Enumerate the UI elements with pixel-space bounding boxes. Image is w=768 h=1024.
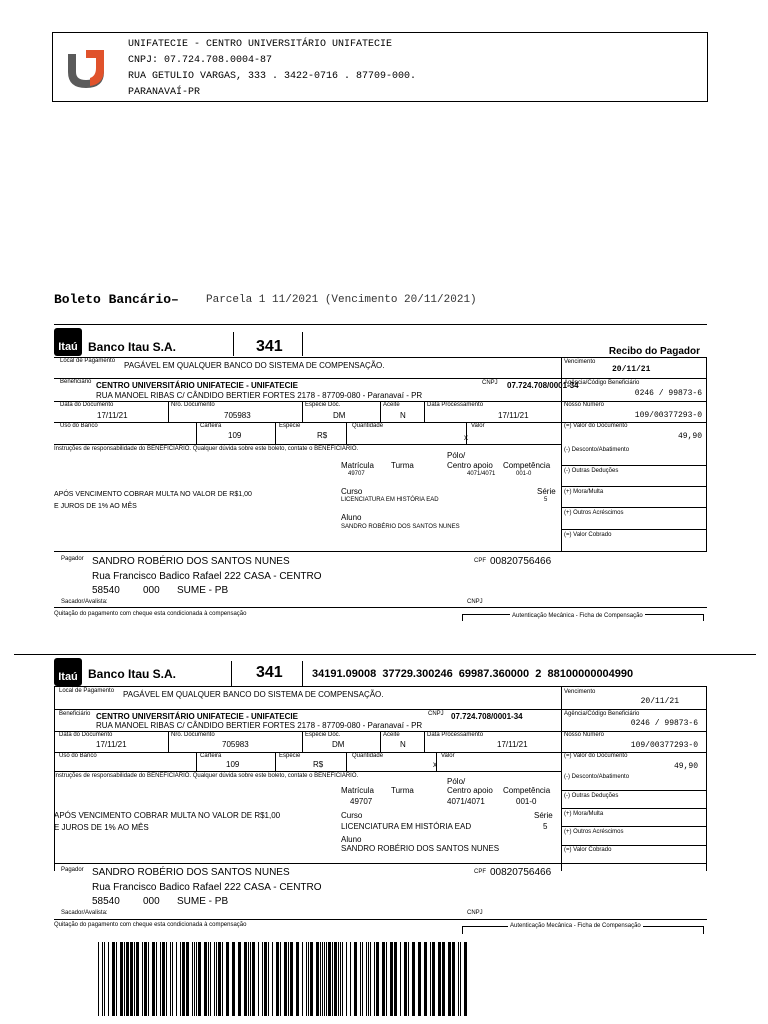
header-line-1: UNIFATECIE - CENTRO UNIVERSITÁRIO UNIFATECIE bbox=[128, 39, 393, 50]
barcode-bar bbox=[320, 942, 321, 1016]
barcode-bar bbox=[310, 942, 313, 1016]
mora-multa-label: (+) Mora/Multa bbox=[564, 489, 604, 495]
barcode-bar bbox=[432, 942, 435, 1016]
valor-documento-value-2: 49,90 bbox=[673, 762, 698, 771]
barcode-bar bbox=[232, 942, 235, 1016]
local-pagamento-value-2: PAGÁVEL EM QUALQUER BANCO DO SISTEMA DE COMPENSAÇÃO. bbox=[123, 690, 384, 699]
bank-name-2: Banco Itau S.A. bbox=[88, 667, 177, 681]
barcode-bar bbox=[288, 942, 289, 1016]
data-processamento-value-2: 17/11/21 bbox=[497, 740, 528, 749]
barcode-bar bbox=[376, 942, 379, 1016]
barcode-bar bbox=[342, 942, 343, 1016]
header-line-2: CNPJ: 07.724.708.0004-87 bbox=[128, 55, 273, 66]
barcode-bar bbox=[116, 942, 117, 1016]
barcode-bar bbox=[350, 942, 351, 1016]
barcode-bar bbox=[418, 942, 421, 1016]
barcode-bar bbox=[290, 942, 293, 1016]
outras-deducoes-label-2: (-) Outras Deduções bbox=[564, 793, 619, 799]
aceite-label-2: Aceite bbox=[383, 732, 400, 738]
quitacao-text-2: Quitação do pagamento com cheque esta condicionada à compensação bbox=[54, 922, 247, 928]
matricula-label: Matrícula bbox=[341, 461, 374, 470]
valor-documento-label-2: (=) Valor do Documento bbox=[564, 753, 628, 759]
curso-value-2: LICENCIATURA EM HISTÓRIA EAD bbox=[341, 822, 472, 831]
pagador-label-2: Pagador bbox=[61, 867, 84, 873]
desconto-label: (-) Desconto/Abatimento bbox=[564, 447, 630, 453]
curso-label: Curso bbox=[341, 487, 363, 496]
barcode-bar bbox=[332, 942, 333, 1016]
data-processamento-label: Data Processamento bbox=[427, 402, 484, 408]
barcode-bar bbox=[182, 942, 185, 1016]
barcode-bar bbox=[144, 942, 147, 1016]
centro-apoio-value-2: 4071/4071 bbox=[447, 797, 485, 806]
barcode-bar bbox=[276, 942, 279, 1016]
barcode-bar bbox=[306, 942, 307, 1016]
barcode-bar bbox=[134, 942, 135, 1016]
beneficiario-label: Beneficiário bbox=[60, 379, 92, 385]
cut-line bbox=[14, 654, 756, 655]
itau-logo-text-2: Itaú bbox=[58, 671, 78, 683]
barcode-bar bbox=[156, 942, 157, 1016]
barcode-bar bbox=[362, 942, 363, 1016]
beneficiario-cnpj-label-2: CNPJ bbox=[428, 711, 444, 717]
bank-code: 341 bbox=[256, 338, 283, 355]
barcode-bar bbox=[390, 942, 393, 1016]
barcode-bar bbox=[166, 942, 167, 1016]
agencia-label-2: Agência/Código Beneficiário bbox=[564, 711, 640, 717]
beneficiario-cnpj-2: 07.724.708/0001-34 bbox=[451, 712, 523, 721]
barcode-bar bbox=[186, 942, 189, 1016]
beneficiario-label-2: Beneficiário bbox=[59, 711, 91, 717]
pagador-address-2: Rua Francisco Badico Rafael 222 CASA - CENTRO bbox=[92, 882, 322, 893]
valor-cobrado-label: (=) Valor Cobrado bbox=[564, 532, 612, 538]
pagador-address: Rua Francisco Badico Rafael 222 CASA - CENTRO bbox=[92, 571, 322, 582]
matricula-value-2: 49707 bbox=[350, 797, 373, 806]
barcode-bar bbox=[136, 942, 139, 1016]
especie-doc-value-2: DM bbox=[332, 740, 345, 749]
barcode-bar bbox=[340, 942, 341, 1016]
outros-acrescimos-label-2: (+) Outros Acréscimos bbox=[564, 829, 624, 835]
barcode-bar bbox=[338, 942, 339, 1016]
barcode-bar bbox=[98, 942, 99, 1016]
especie-value-2: R$ bbox=[313, 760, 324, 769]
centro-apoio-label: Centro apoio bbox=[447, 461, 493, 470]
nosso-numero-value-2: 109/00377293-0 bbox=[630, 741, 698, 750]
nro-documento-value-2: 705983 bbox=[222, 740, 249, 749]
barcode-bar bbox=[400, 942, 401, 1016]
data-documento-label-2: Data do Documento bbox=[59, 732, 113, 738]
barcode-bar bbox=[442, 942, 445, 1016]
nosso-numero-value: 109/00377293-0 bbox=[634, 411, 702, 420]
pagador-city-2: SUME - PB bbox=[177, 896, 229, 907]
barcode-bar bbox=[408, 942, 409, 1016]
barcode-bar bbox=[130, 942, 133, 1016]
especie-doc-label: Espécie Doc. bbox=[305, 402, 341, 408]
bank-code-2: 341 bbox=[256, 664, 283, 681]
pagador-label: Pagador bbox=[61, 556, 84, 562]
barcode-bar bbox=[112, 942, 115, 1016]
autenticacao-text-2: Autenticação Mecânica - Ficha de Compensação bbox=[510, 923, 641, 929]
outros-acrescimos-label: (+) Outros Acréscimos bbox=[564, 510, 624, 516]
aluno-label-2: Aluno bbox=[341, 835, 362, 844]
barcode-bar bbox=[460, 942, 461, 1016]
barcode-bar bbox=[148, 942, 149, 1016]
sacador-cnpj-label: CNPJ bbox=[467, 599, 483, 605]
outras-deducoes-label: (-) Outras Deduções bbox=[564, 468, 619, 474]
especie-value: R$ bbox=[317, 431, 328, 440]
pagador-cpf-2: 00820756466 bbox=[490, 867, 552, 878]
valor-documento-value: 49,90 bbox=[677, 432, 702, 441]
barcode-bar bbox=[268, 942, 269, 1016]
itau-logo-text: Itaú bbox=[58, 341, 78, 353]
local-pagamento-value: PAGÁVEL EM QUALQUER BANCO DO SISTEMA DE COMPENSAÇÃO. bbox=[124, 361, 385, 370]
especie-doc-label-2: Espécie Doc. bbox=[305, 732, 341, 738]
desconto-label-2: (-) Desconto/Abatimento bbox=[564, 774, 630, 780]
quantidade-label: Quantidade bbox=[352, 423, 384, 429]
beneficiario-cnpj-label: CNPJ bbox=[482, 380, 498, 386]
barcode-bar bbox=[252, 942, 255, 1016]
valor-cobrado-label-2: (=) Valor Cobrado bbox=[564, 847, 612, 853]
serie-value-2: 5 bbox=[543, 822, 548, 831]
aluno-value: SANDRO ROBÉRIO DOS SANTOS NUNES bbox=[341, 524, 460, 530]
header-line-3: RUA GETULIO VARGAS, 333 . 3422-0716 . 87709-000. bbox=[128, 71, 417, 82]
local-pagamento-label: Local de Pagamento bbox=[60, 358, 116, 364]
barcode-bar bbox=[284, 942, 287, 1016]
barcode-bar bbox=[196, 942, 197, 1016]
barcode-bar bbox=[354, 942, 357, 1016]
barcode-bar bbox=[210, 942, 211, 1016]
barcode-bar bbox=[238, 942, 241, 1016]
competencia-label-2: Competência bbox=[503, 786, 551, 795]
quitacao-text: Quitação do pagamento com cheque esta condicionada à compensação bbox=[54, 611, 247, 617]
curso-label-2: Curso bbox=[341, 811, 363, 820]
barcode-bar bbox=[162, 942, 165, 1016]
pagador-cep: 58540 bbox=[92, 585, 120, 596]
valor-label: Valor bbox=[471, 423, 485, 429]
barcode-bar bbox=[258, 942, 259, 1016]
polo-label: Pólo/ bbox=[447, 451, 466, 460]
agencia-value-2: 0246 / 99873-6 bbox=[630, 719, 698, 728]
valor-documento-label: (=) Valor do Documento bbox=[564, 423, 628, 429]
beneficiario-cnpj: 07.724.708/0001-34 bbox=[507, 381, 579, 390]
barcode-bar bbox=[382, 942, 385, 1016]
sacador-label: Sacador/Avalista: bbox=[61, 599, 108, 605]
pagador-cpf-label: CPF bbox=[474, 558, 486, 564]
data-documento-value-2: 17/11/21 bbox=[96, 740, 127, 749]
pagador-name: SANDRO ROBÉRIO DOS SANTOS NUNES bbox=[92, 556, 290, 567]
instrucao-1: APÓS VENCIMENTO COBRAR MULTA NO VALOR DE R$1,00 bbox=[54, 491, 252, 498]
barcode-bar bbox=[326, 942, 327, 1016]
barcode-bar bbox=[404, 942, 407, 1016]
nosso-numero-label: Nosso Número bbox=[564, 402, 605, 408]
nosso-numero-label-2: Nosso Número bbox=[564, 732, 605, 738]
barcode-bar bbox=[218, 942, 221, 1016]
pagador-city: SUME - PB bbox=[177, 585, 229, 596]
barcode-bar bbox=[264, 942, 267, 1016]
barcode-bar bbox=[370, 942, 371, 1016]
data-documento-label: Data do Documento bbox=[60, 402, 114, 408]
aceite-value-2: N bbox=[400, 740, 406, 749]
barcode-bar bbox=[104, 942, 105, 1016]
barcode-bar bbox=[204, 942, 207, 1016]
nro-documento-value: 705983 bbox=[224, 411, 251, 420]
valor-x-2: x bbox=[433, 760, 437, 769]
vencimento-label-2: Vencimento bbox=[564, 689, 596, 695]
linha-digitavel: 34191.09008 37729.300246 69987.360000 2 88100000004990 bbox=[312, 668, 634, 680]
sacador-cnpj-label-2: CNPJ bbox=[467, 910, 483, 916]
vencimento-label: Vencimento bbox=[564, 359, 596, 365]
barcode-bar bbox=[322, 942, 323, 1016]
barcode-bar bbox=[438, 942, 441, 1016]
beneficiario-name-2: CENTRO UNIVERSITÁRIO UNIFATECIE - UNIFATECIE bbox=[96, 712, 298, 721]
competencia-value-2: 001-0 bbox=[516, 797, 537, 806]
recibo-title: Recibo do Pagador bbox=[608, 346, 700, 357]
carteira-value: 109 bbox=[228, 431, 242, 440]
nro-documento-label-2: Nro. Documento bbox=[171, 732, 215, 738]
instrucao-2: E JUROS DE 1% AO MÊS bbox=[54, 503, 137, 510]
barcode-bar bbox=[316, 942, 319, 1016]
uso-banco-label: Uso do Banco bbox=[60, 423, 98, 429]
turma-label: Turma bbox=[391, 461, 414, 470]
instrucao-1-2: APÓS VENCIMENTO COBRAR MULTA NO VALOR DE R$1,00 bbox=[54, 811, 281, 820]
barcode-bar bbox=[102, 942, 103, 1016]
carteira-label: Carteira bbox=[200, 423, 222, 429]
barcode-bar bbox=[198, 942, 201, 1016]
matricula-label-2: Matrícula bbox=[341, 786, 374, 795]
barcode-bar bbox=[280, 942, 281, 1016]
barcode-bar bbox=[262, 942, 263, 1016]
carteira-value-2: 109 bbox=[226, 760, 240, 769]
especie-label-2: Espécie bbox=[279, 753, 301, 759]
barcode-bar bbox=[360, 942, 361, 1016]
centro-apoio-label-2: Centro apoio bbox=[447, 786, 493, 795]
barcode-bar bbox=[172, 942, 173, 1016]
bank-name: Banco Itau S.A. bbox=[88, 340, 177, 354]
barcode-bar bbox=[374, 942, 375, 1016]
quantidade-label-2: Quantidade bbox=[352, 753, 384, 759]
barcode-bar bbox=[214, 942, 215, 1016]
barcode-bar bbox=[216, 942, 217, 1016]
serie-value: 5 bbox=[544, 497, 548, 503]
barcode-bar bbox=[334, 942, 337, 1016]
competencia-value: 001-0 bbox=[516, 471, 532, 477]
barcode-bar bbox=[126, 942, 129, 1016]
itau-logo bbox=[54, 328, 82, 356]
barcode-bar bbox=[394, 942, 397, 1016]
competencia-label: Competência bbox=[503, 461, 551, 470]
curso-value: LICENCIATURA EM HISTÓRIA EAD bbox=[341, 497, 439, 503]
barcode-bar bbox=[244, 942, 247, 1016]
barcode-bar bbox=[180, 942, 181, 1016]
turma-label-2: Turma bbox=[391, 786, 414, 795]
data-documento-value: 17/11/21 bbox=[97, 411, 128, 420]
beneficiario-name: CENTRO UNIVERSITÁRIO UNIFATECIE - UNIFATECIE bbox=[96, 381, 298, 390]
barcode-bar bbox=[222, 942, 223, 1016]
especie-label: Espécie bbox=[279, 423, 301, 429]
page-title: Boleto Bancário– bbox=[54, 292, 179, 307]
vencimento-value: 20/11/21 bbox=[612, 365, 651, 374]
barcode-bar bbox=[192, 942, 193, 1016]
barcode-bar bbox=[424, 942, 427, 1016]
barcode-bar bbox=[160, 942, 161, 1016]
barcode bbox=[98, 942, 468, 1016]
agencia-value: 0246 / 99873-6 bbox=[634, 389, 702, 398]
valor-label-2: Valor bbox=[441, 753, 455, 759]
barcode-bar bbox=[452, 942, 455, 1016]
barcode-bar bbox=[142, 942, 143, 1016]
data-processamento-value: 17/11/21 bbox=[498, 411, 529, 420]
barcode-bar bbox=[176, 942, 177, 1016]
pagador-num-2: 000 bbox=[143, 896, 160, 907]
centro-apoio-value: 4071/4071 bbox=[467, 471, 496, 477]
barcode-bar bbox=[194, 942, 195, 1016]
beneficiario-address-2: RUA MANOEL RIBAS C/ CÂNDIDO BERTIER FORTES 2178 - 87709-080 - Paranavaí - PR bbox=[96, 721, 423, 730]
sacador-label-2: Sacador/Avalista: bbox=[61, 910, 108, 916]
itau-logo-2 bbox=[54, 658, 82, 686]
barcode-bar bbox=[366, 942, 367, 1016]
barcode-bar bbox=[464, 942, 467, 1016]
barcode-bar bbox=[250, 942, 251, 1016]
barcode-bar bbox=[448, 942, 451, 1016]
polo-label-2: Pólo/ bbox=[447, 777, 466, 786]
barcode-bar bbox=[108, 942, 109, 1016]
data-processamento-label-2: Data Processamento bbox=[427, 732, 484, 738]
barcode-bar bbox=[430, 942, 431, 1016]
barcode-bar bbox=[152, 942, 155, 1016]
barcode-bar bbox=[120, 942, 123, 1016]
barcode-bar bbox=[386, 942, 387, 1016]
pagador-name-2: SANDRO ROBÉRIO DOS SANTOS NUNES bbox=[92, 867, 290, 878]
barcode-bar bbox=[346, 942, 347, 1016]
aceite-value: N bbox=[400, 411, 406, 420]
instrucao-2-2: E JUROS DE 1% AO MÊS bbox=[54, 823, 149, 832]
valor-x: x bbox=[464, 433, 468, 442]
barcode-bar bbox=[458, 942, 459, 1016]
instrucoes-label-2: Instruções de responsabilidade do BENEFICIÁRIO. Qualquer dúvida sobre este boleto, contate o BENEFICIÁRIO. bbox=[54, 773, 359, 779]
aluno-label: Aluno bbox=[341, 513, 362, 522]
barcode-bar bbox=[328, 942, 331, 1016]
beneficiario-address: RUA MANOEL RIBAS C/ CÂNDIDO BERTIER FORTES 2178 - 87709-080 - Paranavaí - PR bbox=[96, 391, 423, 400]
local-pagamento-label-2: Local de Pagamento bbox=[59, 688, 115, 694]
barcode-bar bbox=[368, 942, 369, 1016]
agencia-label: Agência/Código Beneficiário bbox=[564, 380, 640, 386]
institution-logo bbox=[64, 44, 108, 92]
barcode-bar bbox=[208, 942, 209, 1016]
vencimento-value-2: 20/11/21 bbox=[640, 697, 679, 706]
barcode-bar bbox=[324, 942, 325, 1016]
barcode-bar bbox=[302, 942, 303, 1016]
barcode-bar bbox=[124, 942, 125, 1016]
matricula-value: 49707 bbox=[348, 471, 365, 477]
barcode-bar bbox=[296, 942, 299, 1016]
mora-multa-label-2: (+) Mora/Multa bbox=[564, 811, 604, 817]
barcode-bar bbox=[308, 942, 309, 1016]
instrucoes-label: Instruções de responsabilidade do BENEFICIÁRIO. Qualquer dúvida sobre este boleto, contate o BENEFICIÁRIO. bbox=[54, 446, 359, 452]
barcode-bar bbox=[412, 942, 415, 1016]
barcode-bar bbox=[272, 942, 273, 1016]
pagador-cpf-label-2: CPF bbox=[474, 869, 486, 875]
serie-label: Série bbox=[537, 487, 556, 496]
page-subtitle: Parcela 1 11/2021 (Vencimento 20/11/2021) bbox=[206, 294, 477, 306]
uso-banco-label-2: Uso do Banco bbox=[59, 753, 97, 759]
pagador-num: 000 bbox=[143, 585, 160, 596]
autenticacao-text: Autenticação Mecânica - Ficha de Compensação bbox=[512, 613, 643, 619]
pagador-cpf: 00820756466 bbox=[490, 556, 552, 567]
pagador-cep-2: 58540 bbox=[92, 896, 120, 907]
aceite-label: Aceite bbox=[383, 402, 400, 408]
carteira-label-2: Carteira bbox=[200, 753, 222, 759]
header-line-4: PARANAVAÍ-PR bbox=[128, 87, 201, 98]
aluno-value-2: SANDRO ROBÉRIO DOS SANTOS NUNES bbox=[341, 844, 500, 853]
nro-documento-label: Nro. Documento bbox=[171, 402, 215, 408]
serie-label-2: Série bbox=[534, 811, 553, 820]
especie-doc-value: DM bbox=[333, 411, 346, 420]
barcode-bar bbox=[226, 942, 229, 1016]
barcode-bar bbox=[170, 942, 171, 1016]
barcode-bar bbox=[248, 942, 249, 1016]
